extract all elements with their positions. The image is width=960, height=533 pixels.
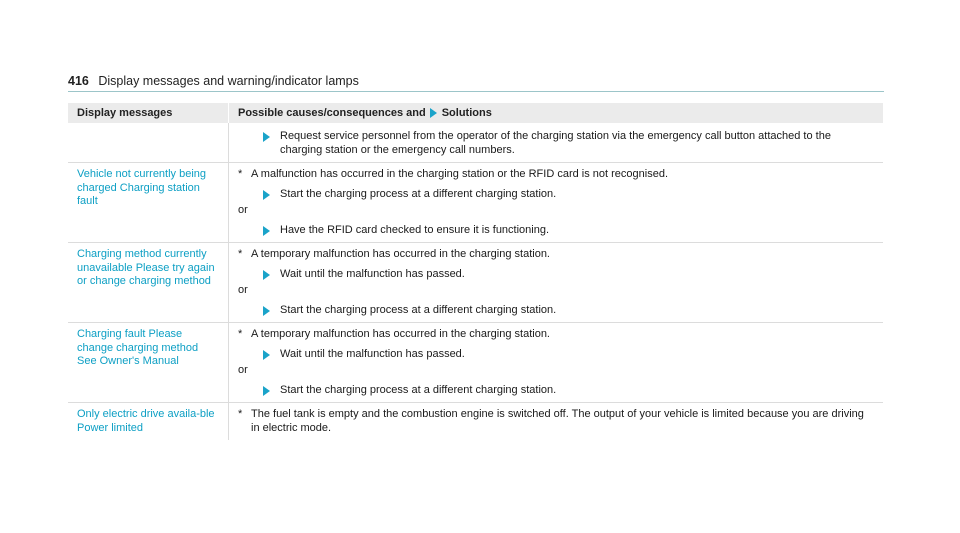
cause-text: A temporary malfunction has occurred in the charging station. [251,328,550,340]
action-arrow-icon [263,306,270,316]
page-number: 416 [68,74,89,88]
page-title: Display messages and warning/indicator lamps [98,74,359,88]
solution-step [263,268,874,282]
cause-line [238,328,874,342]
table-header [68,103,883,123]
header-divider [68,91,884,92]
action-arrow-icon [263,386,270,396]
solution-cell [228,323,883,402]
solution-cell [228,163,883,242]
page-header [68,74,359,88]
or-label: or [238,284,248,296]
display-messages-table [68,103,883,440]
cause-text: A malfunction has occurred in the charging station or the RFID card is not recognised. [251,168,668,180]
message-cell: Only electric drive availa-ble Power limited [77,408,215,434]
step-text: Wait until the malfunction has passed. [280,347,465,360]
or-label: or [238,204,248,216]
table-row [68,163,883,243]
header-causes: Possible causes/consequences and [238,107,426,119]
step-text: Request service personnel from the operator of the charging station via the emergency call button attached to the charging station or the emergency call numbers. [280,130,831,156]
table-row [68,323,883,403]
cause-text: The fuel tank is empty and the combustion engine is switched off. The output of your vehicle is limited because you are driving in electric mode. [251,408,864,434]
solution-step [263,188,874,202]
header-causes-solutions [228,103,883,123]
table-row [68,243,883,323]
action-arrow-icon [263,270,270,280]
message-cell: Charging fault Please change charging method See Owner's Manual [77,328,199,367]
solution-step [263,384,874,398]
cause-line [238,168,874,182]
asterisk-icon: * [238,248,243,260]
header-display-messages: Display messages [77,107,173,119]
solution-step [263,304,874,318]
action-arrow-icon [430,108,437,118]
action-arrow-icon [263,132,270,142]
solution-step [263,224,874,238]
cause-line [238,248,874,262]
solution-cell [228,403,883,440]
asterisk-icon: * [238,328,243,340]
solution-cell [228,243,883,322]
step-text: Start the charging process at a different charging station. [280,303,557,316]
solution-step [263,348,874,362]
cause-text: A temporary malfunction has occurred in the charging station. [251,248,550,260]
solution-step [263,130,874,157]
or-label: or [238,364,248,376]
message-cell [68,123,228,162]
message-cell: Vehicle not currently being charged Charging station fault [77,168,207,207]
step-text: Start the charging process at a different charging station. [280,383,557,396]
action-arrow-icon [263,226,270,236]
table-row [68,123,883,163]
message-cell: Charging method currently unavailable Please try again or change charging method [77,248,215,287]
action-arrow-icon [263,190,270,200]
action-arrow-icon [263,350,270,360]
cause-line [238,408,874,435]
asterisk-icon: * [238,168,243,180]
asterisk-icon: * [238,408,243,420]
step-text: Wait until the malfunction has passed. [280,267,465,280]
solution-cell [228,123,883,162]
step-text: Have the RFID card checked to ensure it is functioning. [280,223,550,236]
header-solutions: Solutions [441,107,492,119]
table-row [68,403,883,440]
step-text: Start the charging process at a different charging station. [280,187,557,200]
